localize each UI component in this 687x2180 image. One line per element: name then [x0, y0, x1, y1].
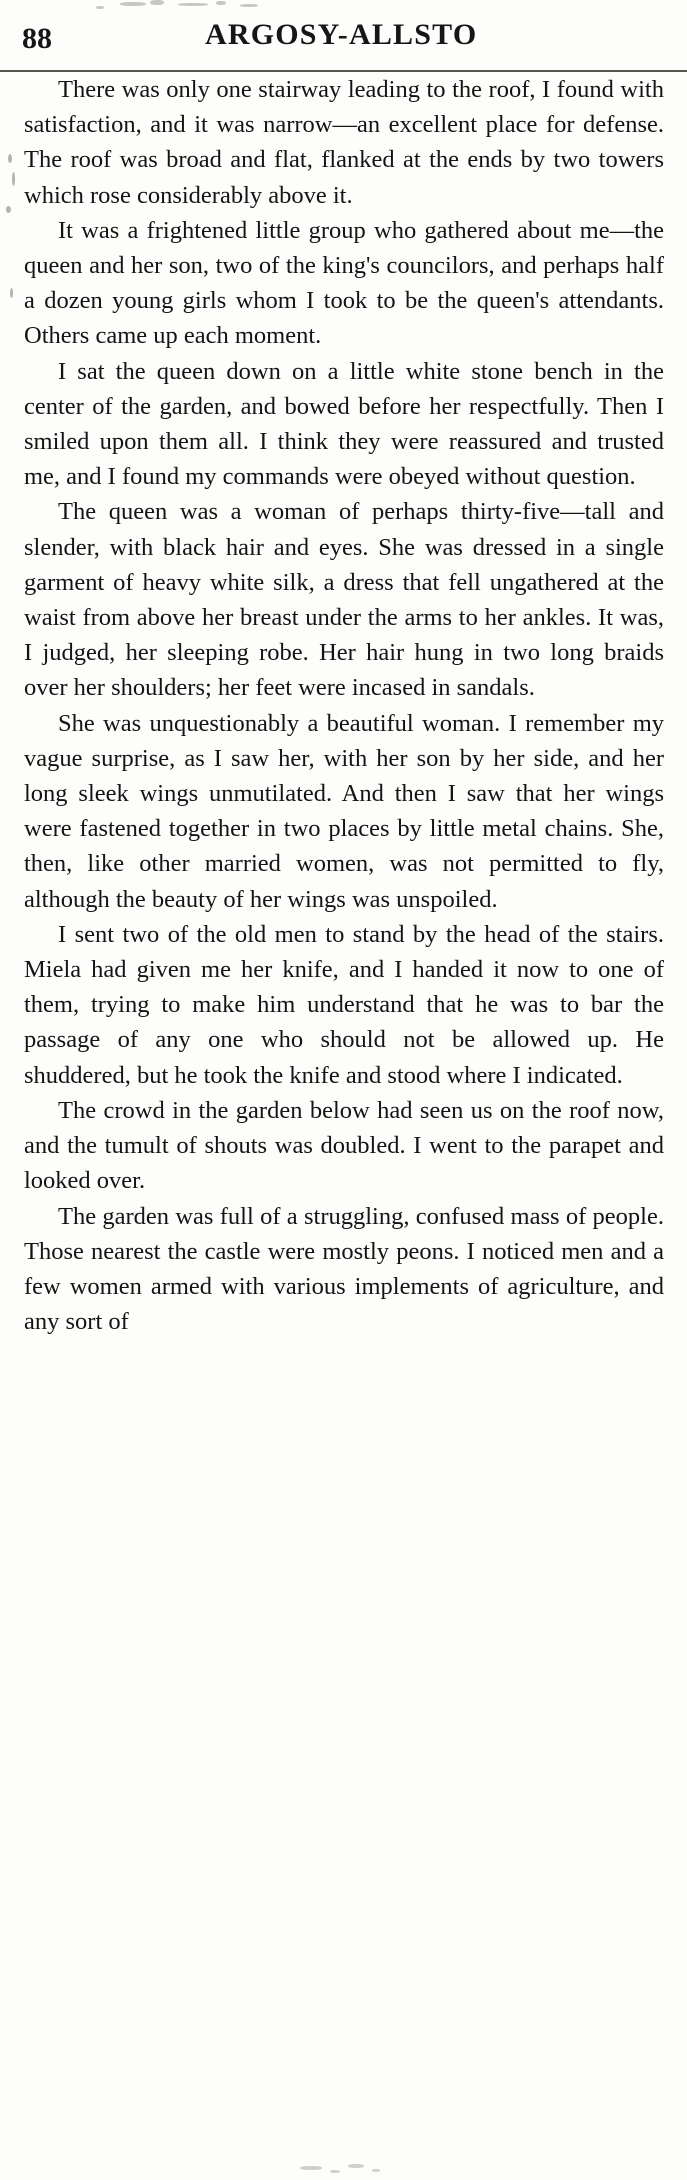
page-header — [0, 14, 687, 66]
paragraph: She was unquestionably a beautiful woman. I remember my vague surprise, as I saw her, with her son by her side, and her long sleek wings unmutilated. And then I saw that her wings were fastened together in two places by little metal chains. She, then, like other married women, was not permitted to fly, although the beauty of her wings was unspoiled. — [24, 709, 664, 913]
paragraph: The crowd in the garden below had seen us on the roof now, and the tumult of shouts was doubled. I went to the parapet and looked over. — [24, 1096, 664, 1195]
paragraph: There was only one stairway leading to the roof, I found with satisfaction, and it was narrow—an excellent place for defense. The roof was broad and flat, flanked at the ends by two towers which rose considerably above it. — [24, 76, 664, 209]
paragraph: The queen was a woman of perhaps thirty-five—tall and slender, with black hair and eyes. She was dressed in a single garment of heavy white silk, a dress that fell ungathered at the waist from above her breast under the arms to her ankles. It was, I judged, her sleeping robe. Her hair hung in two long braids over her shoulders; her feet were incased in sandals. — [24, 498, 664, 702]
paragraph: The garden was full of a struggling, confused mass of people. Those nearest the castle were mostly peons. I noticed men and a few women armed with various implements of agriculture, and any sort of — [24, 1202, 664, 1336]
body-text-column — [24, 72, 664, 1339]
scan-edge-marks — [0, 120, 26, 420]
paragraph: I sat the queen down on a little white stone bench in the center of the garden, and bowed before her respectfully. Then I smiled upon them all. I think they were reassured and trusted me, and I found my commands were obeyed without question. — [24, 357, 664, 491]
paragraph: I sent two of the old men to stand by the head of the stairs. Miela had given me her knife, and I handed it now to one of them, trying to make him understand that he was to bar the passage of any one who should not be allowed up. He shuddered, but he took the knife and stood where I indicated. — [24, 920, 664, 1089]
scan-noise-top — [0, 0, 687, 14]
scan-noise-bottom — [0, 2152, 687, 2180]
page-number: 88 — [22, 22, 52, 55]
running-head: ARGOSY-ALLSTO — [205, 18, 478, 51]
paragraph: It was a frightened little group who gathered about me—the queen and her son, two of the king's councilors, and perhaps half a dozen young girls whom I took to be the queen's attendants. Others came up each moment. — [24, 216, 664, 350]
